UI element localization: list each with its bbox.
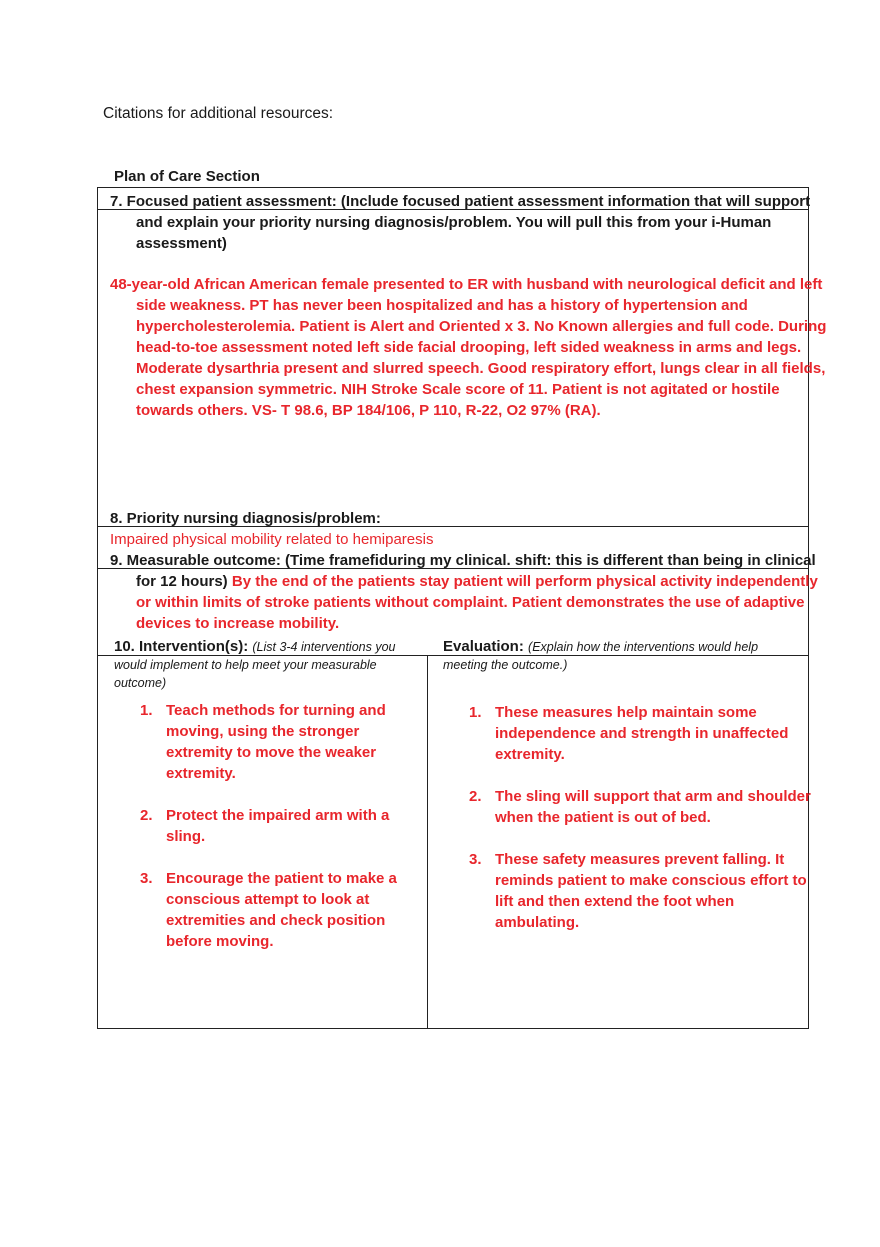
evaluation-text: These safety measures prevent falling. It reminds patient to make conscious effort to lift and then extend the foot when ambulating.: [495, 851, 807, 931]
evaluation-item[interactable]: [469, 849, 814, 933]
s10-note: (List 3-4 interventions you would implement to help meet your measurable outcome): [114, 640, 396, 690]
evaluation-heading: Evaluation:: [443, 638, 524, 655]
evaluation-header: [443, 638, 803, 674]
list-number: 2.: [140, 807, 153, 824]
intervention-item[interactable]: [140, 805, 402, 847]
s7-heading: 7. Focused patient assessment: (Include focused patient assessment information that will support and explain your priority nursing diagnosis/problem. You will pull this from your i-Human assessment): [110, 193, 811, 252]
plan-of-care-table: [97, 187, 827, 1029]
s8-heading: 8. Priority nursing diagnosis/problem:: [110, 510, 381, 527]
intervention-item[interactable]: [140, 700, 402, 784]
column-divider: [427, 655, 428, 1028]
intervention-text: Teach methods for turning and moving, using the stronger extremity to move the weaker extremity.: [166, 702, 386, 782]
s10-header: [114, 638, 414, 692]
citations-label: Citations for additional resources:: [103, 105, 334, 122]
evaluation-text: These measures help maintain some independence and strength in unaffected extremity.: [495, 704, 789, 763]
s9-outcome-text[interactable]: By the end of the patients stay patient will perform physical activity independently or within limits of stroke patients without complaint. Patient demonstrates the use of adaptive devices to increase mobility.: [136, 573, 818, 632]
s10-heading: 10. Intervention(s):: [114, 638, 249, 655]
intervention-text: Encourage the patient to make a conscious attempt to look at extremities and check position before moving.: [166, 870, 397, 950]
list-number: 1.: [469, 704, 482, 721]
s7-assessment-text[interactable]: 48-year-old African American female presented to ER with husband with neurological deficit and left side weakness. PT has never been hospitalized and has a history of hypertension and hypercholesterolemia. Patient is Alert and Oriented x 3. No Known allergies and full code. During head-to-toe assessment noted left side facial drooping, left sided weakness in arms and legs. Moderate dysarthria present and slurred speech. Good respiratory effort, lungs clear in all fields, chest expansion symmetric. NIH Stroke Scale score of 11. Patient is not agitated or hostile towards others. VS- T 98.6, BP 184/106, P 110, R-22, O2 97% (RA).: [110, 276, 827, 419]
list-number: 3.: [140, 870, 153, 887]
list-number: 2.: [469, 788, 482, 805]
evaluation-item[interactable]: [469, 786, 814, 828]
evaluation-text: The sling will support that arm and shoulder when the patient is out of bed.: [495, 788, 811, 826]
intervention-text: Protect the impaired arm with a sling.: [166, 807, 390, 845]
intervention-item[interactable]: [140, 868, 402, 952]
evaluation-note: (Explain how the interventions would help meeting the outcome.): [443, 640, 759, 672]
intervention-list: [140, 700, 402, 973]
s9-heading: 9. Measurable outcome: (Time framefiduring my clinical. shift: this is different than being in clinical for 12 hours): [110, 552, 816, 590]
list-number: 1.: [140, 702, 153, 719]
evaluation-item[interactable]: [469, 702, 814, 765]
evaluation-list: [469, 702, 814, 954]
s9-block: [110, 550, 826, 634]
list-number: 3.: [469, 851, 482, 868]
s8-diagnosis-text[interactable]: Impaired physical mobility related to hemiparesis: [110, 531, 434, 548]
section-title: Plan of Care Section: [114, 168, 260, 185]
